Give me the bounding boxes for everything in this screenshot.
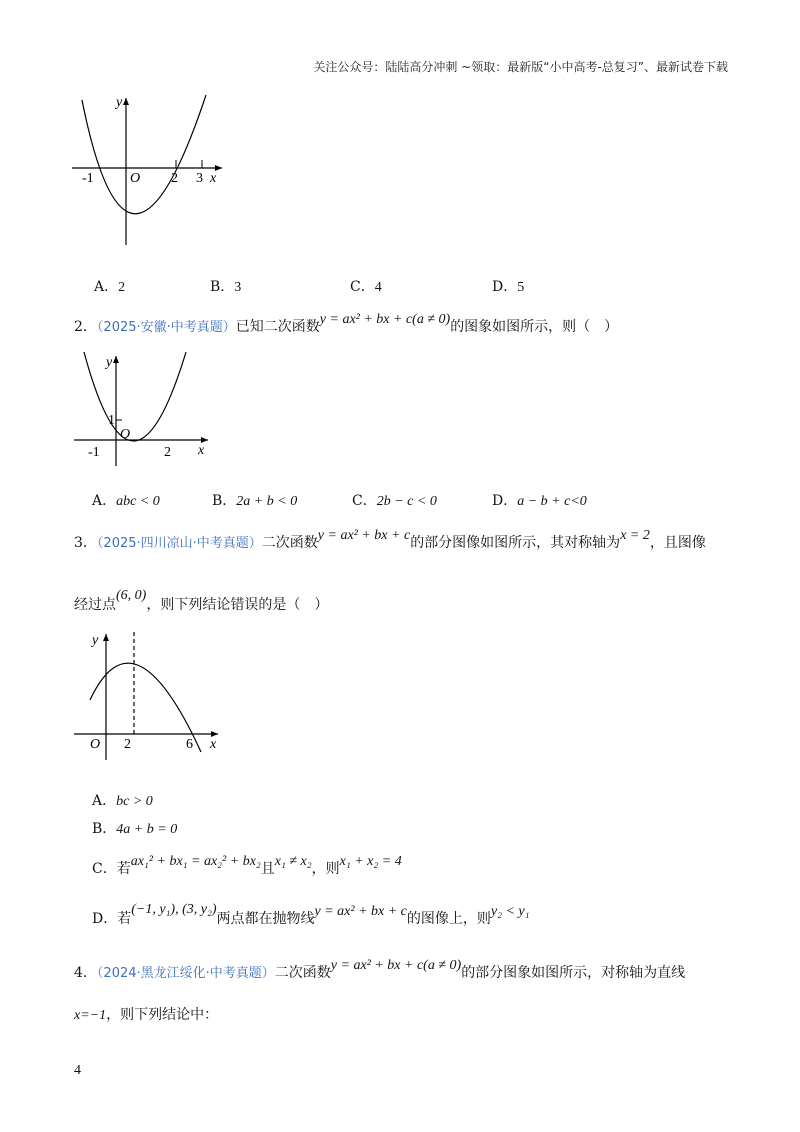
q1-tick-minus1: -1 xyxy=(82,171,94,186)
q4-source-tag: （2024·黑龙江绥化·中考真题） xyxy=(96,966,275,981)
q1-option-c[interactable]: C．4 xyxy=(350,279,382,295)
q1-option-d[interactable]: D．5 xyxy=(492,279,525,295)
q2-option-a[interactable]: A．abc < 0 xyxy=(92,493,160,509)
q3-tick-6: 6 xyxy=(186,737,193,752)
q4-stem-line1: 4．（2024·黑龙江绥化·中考真题）二次函数y = ax² + bx + c(a ≠ 0)的部分图象如图所示，对称轴为直线 xyxy=(74,958,686,981)
q1-origin-label: O xyxy=(130,171,141,186)
q2-option-b[interactable]: B．2a + b < 0 xyxy=(212,493,298,509)
q1-x-label: x xyxy=(210,171,217,186)
q2-option-c[interactable]: C．2b − c < 0 xyxy=(352,493,437,509)
q3-source-tag: （2025·四川凉山·中考真题） xyxy=(96,536,262,551)
q1-option-a[interactable]: A．2 xyxy=(94,279,126,295)
q1-tick-3: 3 xyxy=(196,171,203,186)
q3-origin-label: O xyxy=(90,737,101,752)
q3-point: (6, 0) xyxy=(116,588,147,603)
q3-option-a[interactable]: A．bc > 0 xyxy=(92,793,153,809)
q2-tick-minus1: -1 xyxy=(88,445,100,460)
q2-formula: y = ax² + bx + c(a ≠ 0) xyxy=(319,312,451,327)
q4-axis-formula: x=−1 xyxy=(74,1008,107,1023)
q2-tick-2: 2 xyxy=(164,445,171,460)
q3-axis-formula: x = 2 xyxy=(620,528,650,543)
q1-tick-2: 2 xyxy=(171,171,178,186)
q3-formula: y = ax² + bx + c xyxy=(317,528,411,543)
q3-stem-line1: 3．（2025·四川凉山·中考真题）二次函数y = ax² + bx + c的部分图像如图所示，其对称轴为x = 2，且图像 xyxy=(74,528,706,551)
q2-parabola-graph xyxy=(70,348,220,468)
q3-stem-line2: 经过点(6, 0)，则下列结论错误的是（ ） xyxy=(74,588,329,613)
q3-x-label: x xyxy=(210,737,217,752)
q1-parabola-graph xyxy=(70,90,230,250)
q4-formula: y = ax² + bx + c(a ≠ 0) xyxy=(330,958,462,973)
page-number: 4 xyxy=(74,1063,81,1078)
q2-source-tag: （2025·安徽·中考真题） xyxy=(96,320,236,335)
q2-x-label: x xyxy=(198,443,205,458)
q4-stem-line2: x=−1，则下列结论中： xyxy=(74,1007,219,1023)
q3-option-b[interactable]: B．4a + b = 0 xyxy=(92,821,178,837)
q3-parabola-graph xyxy=(70,628,230,763)
q2-stem: 2．（2025·安徽·中考真题）已知二次函数y = ax² + bx + c(a ≠ 0)的图象如图所示，则（ ） xyxy=(74,312,619,335)
q3-y-label: y xyxy=(92,633,99,648)
page-header: 关注公众号：陆陆高分冲刺 ~领取：最新版“小中高考-总复习”、最新试卷下载 xyxy=(313,60,728,74)
q3-option-d[interactable]: D．若(−1, y₁), (3, y₂)两点都在抛物线y = ax² + bx + c的图像上，则y₂ < y₁ xyxy=(92,902,530,927)
q2-origin-label: O xyxy=(120,427,131,442)
q2-tick-1: 1 xyxy=(108,413,115,428)
q2-option-d[interactable]: D．a − b + c<0 xyxy=(492,493,587,509)
q3-tick-2: 2 xyxy=(124,737,131,752)
q1-y-label: y xyxy=(116,95,123,110)
q2-y-label: y xyxy=(106,355,113,370)
q3-option-c[interactable]: C．若ax₁² + bx₁ = ax₂² + bx₂且x₁ ≠ x₂，则x₁ + x₂ = 4 xyxy=(92,854,402,877)
q1-option-b[interactable]: B．3 xyxy=(210,279,242,295)
